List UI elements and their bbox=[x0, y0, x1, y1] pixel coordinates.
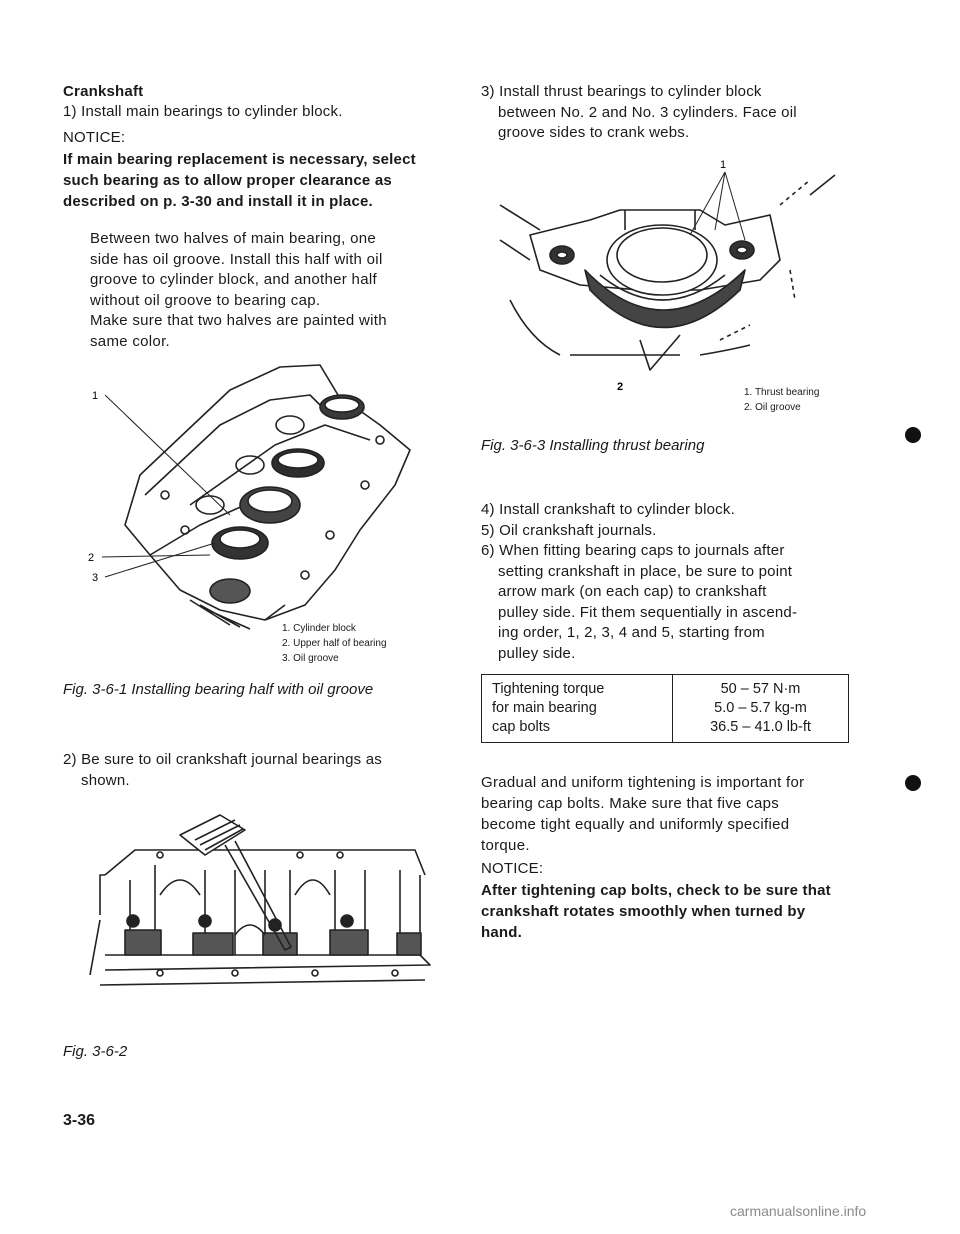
fig2-caption: Fig. 3-6-2 bbox=[63, 1043, 128, 1060]
notice-1-text: If main bearing replacement is necessary, select such bearing as to allow proper clearance as described on p. 3-30 and install it in place. bbox=[63, 151, 416, 210]
fig1-caption: Fig. 3-6-1 Installing bearing half with oil groove bbox=[63, 681, 374, 698]
notice-2-title: NOTICE: bbox=[481, 860, 544, 877]
step-1: 1) Install main bearings to cylinder block. bbox=[63, 103, 343, 120]
torque-values-cell: 50 – 57 N·m 5.0 – 5.7 kg-m 36.5 – 41.0 lb-ft bbox=[673, 675, 849, 743]
fig3-callout-2: 2 bbox=[617, 381, 624, 393]
bearing-halves-paragraph: Between two halves of main bearing, one side has oil groove. Install this half with oil groove to cylinder block, and another half without oil groove to bearing cap. Make sure that two halves are painted with same color. bbox=[90, 230, 387, 350]
figure-3-6-3-thrust-bearing bbox=[490, 150, 850, 400]
fig3-legend: 1. Thrust bearing 2. Oil groove bbox=[744, 387, 820, 413]
notice-1-title: NOTICE: bbox=[63, 129, 126, 146]
step-3: 3) Install thrust bearings to cylinder block between No. 2 and No. 3 cylinders. Face oil groove sides to crank webs. bbox=[481, 83, 797, 141]
figure-3-6-2-oiling-bearings bbox=[85, 815, 435, 990]
section-heading: Crankshaft bbox=[63, 83, 144, 100]
fig1-callout-3: 3 bbox=[92, 572, 99, 584]
page-number: 3-36 bbox=[63, 1112, 96, 1129]
torque-label-cell: Tightening torque for main bearing cap bolts bbox=[482, 675, 673, 743]
margin-dot bbox=[905, 775, 921, 791]
step-2: 2) Be sure to oil crankshaft journal bearings as shown. bbox=[63, 751, 382, 789]
watermark: carmanualsonline.info bbox=[730, 1203, 867, 1219]
torque-spec-table bbox=[481, 674, 849, 743]
margin-dot bbox=[905, 427, 921, 443]
fig1-legend: 1. Cylinder block 2. Upper half of bearing 3. Oil groove bbox=[282, 623, 387, 664]
notice-2-text: After tightening cap bolts, check to be sure that crankshaft rotates smoothly when turned by hand. bbox=[481, 882, 831, 941]
fig3-caption: Fig. 3-6-3 Installing thrust bearing bbox=[481, 437, 705, 454]
steps-4-6: 4) Install crankshaft to cylinder block. 5) Oil crankshaft journals. 6) When fitting bearing caps to journals after setting crankshaft in place, be sure to point arrow mark (on each cap) to crankshaft pulley side. Fit them sequentially in ascend- ing order, 1, 2, 3, 4 and 5, starting from pulley side. bbox=[481, 501, 798, 662]
fig3-callout-1: 1 bbox=[720, 159, 727, 171]
fig1-callout-2: 2 bbox=[88, 552, 95, 564]
tightening-paragraph: Gradual and uniform tightening is important for bearing cap bolts. Make sure that five caps become tight equally and uniformly specified torque. bbox=[481, 774, 805, 854]
fig1-callout-1: 1 bbox=[92, 390, 99, 402]
